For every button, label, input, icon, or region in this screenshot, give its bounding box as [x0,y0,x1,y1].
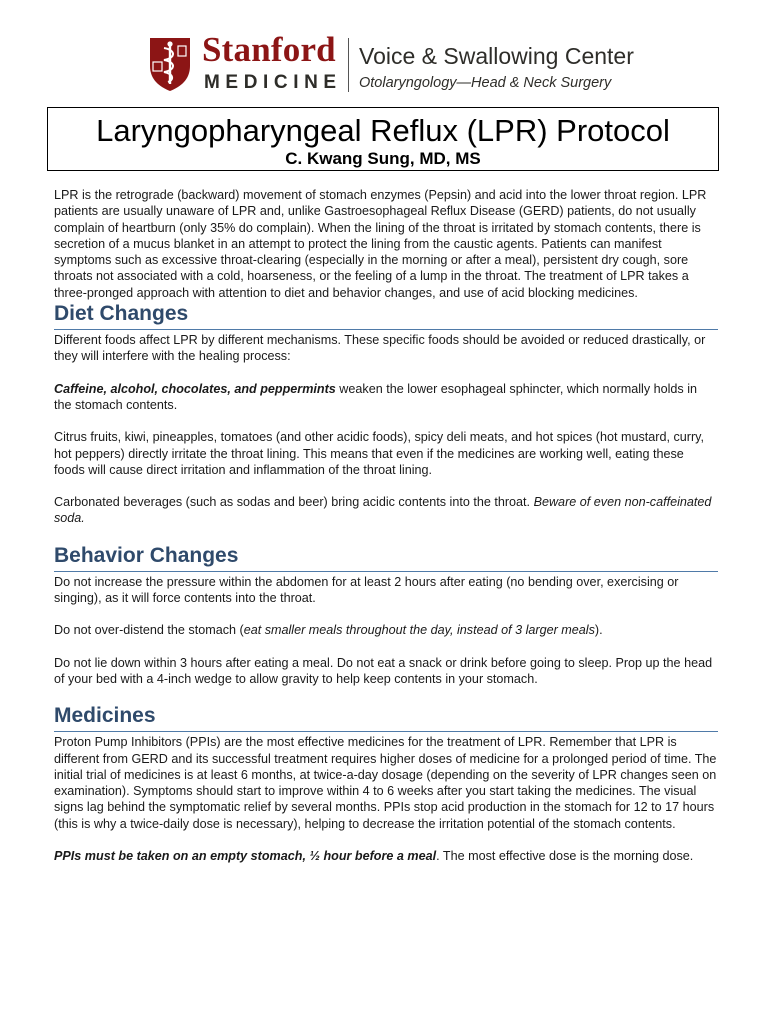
medicines-paragraph-1: Proton Pump Inhibitors (PPIs) are the most effective medicines for the treatment of LPR. Remember that LPR is different from GERD and its successful treatment requires higher doses of medicine for a prolonged period of time. The initial trial of medicines is at least 6 months, at twice-a-day dosage (depending on the severity of LPR changes seen on examination). Symptoms should start to improve within 4 to 6 weeks after you start taking the medicines. The visual signs lag behind the symptomatic relief by several months. PPIs stop acid production in the stomach for 12 to 17 hours (this is why a twice-daily dose is necessary), helping to decrease the irritation potential of the stomach contents. [54,735,717,831]
medicines-paragraph-2 [54,848,718,864]
header-logo [148,30,634,96]
intro-paragraph: LPR is the retrograde (backward) movement of stomach enzymes (Pepsin) and acid into the lower throat region. LPR patients are usually unaware of LPR and, unlike Gastroesophageal Reflux Disease (GERD) patients, do not usually complain of heartburn (only 35% do complain). When the lining of the throat is irritated by stomach contents, there is secretion of a mucus blanket in an attempt to protect the lining from the caustic agents. Patients can manifest symptoms such as excessive throat-clearing (especially in the morning or after a meal), persistent dry cough, sore throats not associated with a cold, hoarseness, or the feeling of a lump in the throat. The treatment of LPR takes a three-pronged approach with attention to diet and behavior changes, and use of acid blocking medicines. [54,188,707,300]
document-title: Laryngopharyngeal Reflux (LPR) Protocol [96,113,670,148]
diet-paragraph-2-text: weaken the lower esophageal sphincter, which normally holds in the stomach contents. [54,381,698,412]
title-box [47,107,719,171]
center-name: Voice & Swallowing Center [359,43,634,69]
diet-paragraph-3: Citrus fruits, kiwi, pineapples, tomatoes (and other acidic foods), spicy deli meats, and hot spices (hot mustard, curry, hot peppers) directly irritate the throat lining. This means that even if the medicines are working well, eating these foods will cause direct irritation and inflammation of the throat lining. [54,430,705,477]
brand-name: Stanford [202,30,336,69]
department-name: Otolaryngology—Head & Neck Surgery [359,75,612,91]
medicines-emphasis: PPIs must be taken on an empty stomach, ½ hour before a meal [54,849,437,864]
diet-paragraph-1: Different foods affect LPR by different mechanisms. These specific foods should be avoided or reduced drastically, or they will interfere with the healing process: [54,333,706,364]
brand-subtitle: MEDICINE [204,72,342,93]
behavior-paragraph-2-end: ). [594,623,603,638]
medicines-heading: Medicines [54,703,718,732]
stanford-medicine-seal-icon [148,36,192,92]
behavior-paragraph-2-italic: eat smaller meals throughout the day, instead of 3 larger meals [243,623,595,638]
medicines-paragraph-2-text: . The most effective dose is the morning dose. [436,849,694,864]
behavior-paragraph-1: Do not increase the pressure within the abdomen for at least 2 hours after eating (no bending over, exercising or singing), as it will force contents into the throat. [54,574,679,606]
behavior-paragraph-2-start: Do not over-distend the stomach ( [54,623,244,638]
document-author: C. Kwang Sung, MD, MS [285,149,481,168]
header-divider [348,38,349,92]
behavior-paragraph-3: Do not lie down within 3 hours after eating a meal. Do not eat a snack or drink before going to sleep. Prop up the head of your bed with a 4-inch wedge to allow gravity to help keep contents in your stomach. [54,655,713,686]
behavior-changes-heading: Behavior Changes [54,543,718,572]
diet-paragraph-4 [54,494,718,527]
diet-paragraph-4-italic: Beware of even non-caffeinated soda. [54,495,712,526]
diet-emphasis: Caffeine, alcohol, chocolates, and peppermints [54,381,336,396]
document-body [54,187,718,880]
behavior-paragraph-2 [54,622,718,638]
diet-paragraph-2 [54,381,718,414]
diet-changes-heading: Diet Changes [54,301,718,330]
diet-paragraph-4-text: Carbonated beverages (such as sodas and beer) bring acidic contents into the throat. [54,495,534,510]
